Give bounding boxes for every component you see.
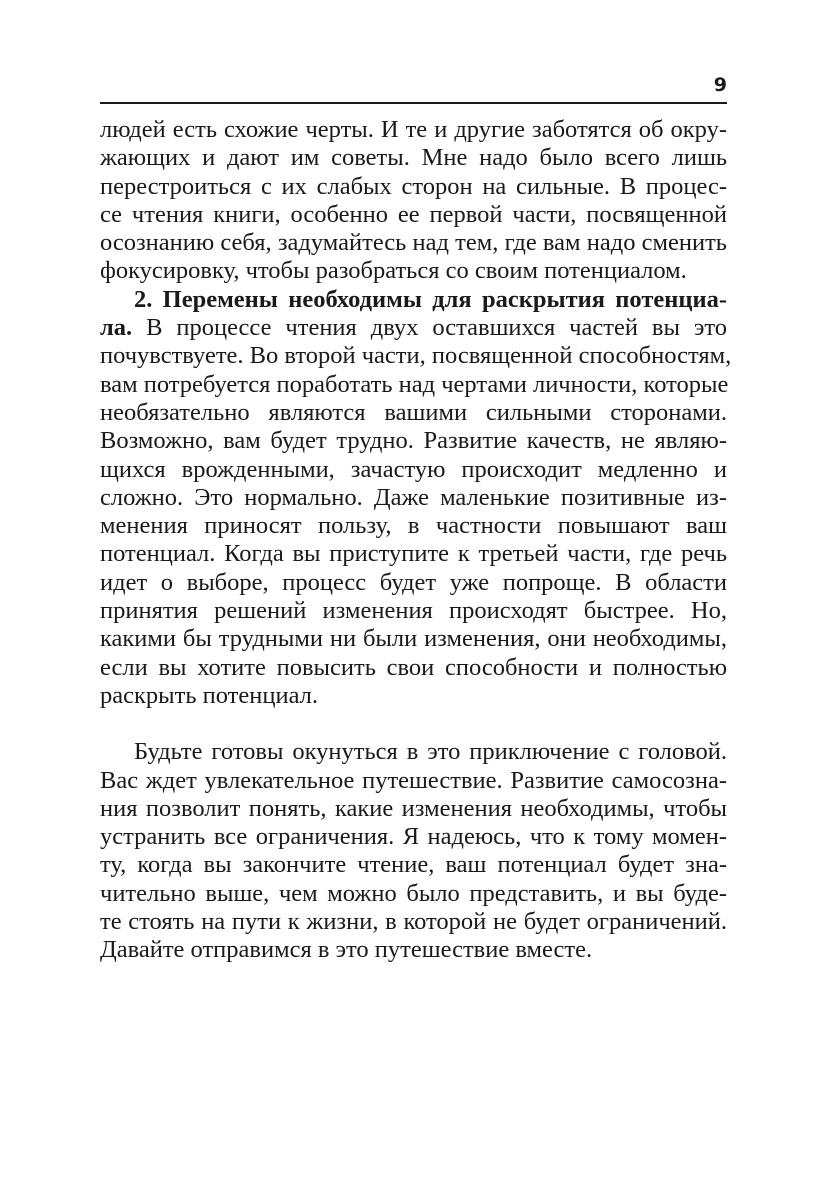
running-head [100,70,727,104]
text-line: ния позволит понять, какие изменения необходимы, чтобы [100,794,727,822]
paragraph-gap [100,710,727,738]
point-heading-line: 2. Перемены необходимы для раскрытия потенциа- [134,285,727,313]
paragraph-1 [100,116,727,286]
text-line: Будьте готовы окунуться в это приключение с головой. [134,738,727,766]
paragraph-2 [100,285,732,710]
text-line: идет о выборе, процесс будет уже попроще. В области [100,568,727,596]
text-line: какими бы трудными ни были изменения, они необходимы, [100,625,727,653]
text-line: устранить все ограничения. Я надеюсь, что к тому момен- [100,823,727,851]
text-line: вам потребуется поработать над чертами личности, которые [100,370,729,398]
text-line: ту, когда вы закончите чтение, ваш потенциал будет зна- [100,851,727,879]
text-line: жающих и дают им советы. Мне надо было всего лишь [100,144,727,172]
text-line: раскрыть потенциал. [100,681,319,709]
text-line: Вас ждет увлекательное путешествие. Развитие самосозна- [100,766,727,794]
paragraph-3 [100,738,727,964]
text-line: людей есть схожие черты. И те и другие заботятся об окру- [100,116,727,143]
body-text [100,116,732,965]
text-line: Возможно, вам будет трудно. Развитие качеств, не являю- [100,427,727,455]
text-line: чительно выше, чем можно было представить, и вы буде- [100,879,727,907]
text-line: перестроиться с их слабых сторон на сильные. В процес- [100,172,727,200]
text-line: се чтения книги, особенно ее первой части, посвященной [100,200,727,228]
text-line: фокусировку, чтобы разобраться со своим потенциалом. [100,257,687,285]
text-line: Давайте отправимся в это путешествие вместе. [100,936,593,964]
text-line: щихся врожденными, зачастую происходит медленно и [100,455,727,483]
text-line: осознанию себя, задумайтесь над тем, где вам надо сменить [100,229,727,257]
text-line: сложно. Это нормально. Даже маленькие позитивные из- [100,483,727,511]
page-number: 9 [713,74,727,96]
point-heading-end: ла. [100,314,133,342]
text-line: если вы хотите повысить свои способности и полностью [100,653,727,681]
text-line: необязательно являются вашими сильными сторонами. [100,398,727,426]
text-line [100,314,727,342]
text-line: те стоять на пути к жизни, в которой не будет ограничений. [100,908,727,936]
text-line: потенциал. Когда вы приступите к третьей части, где речь [100,540,727,568]
book-page [100,0,732,1181]
text-fragment: В процессе чтения двух оставшихся частей вы это [132,314,727,342]
text-line: принятия решений изменения происходят быстрее. Но, [100,597,727,625]
text-line: почувствуете. Во второй части, посвященной способностям, [100,342,732,370]
text-line: менения приносят пользу, в частности повышают ваш [100,512,727,540]
